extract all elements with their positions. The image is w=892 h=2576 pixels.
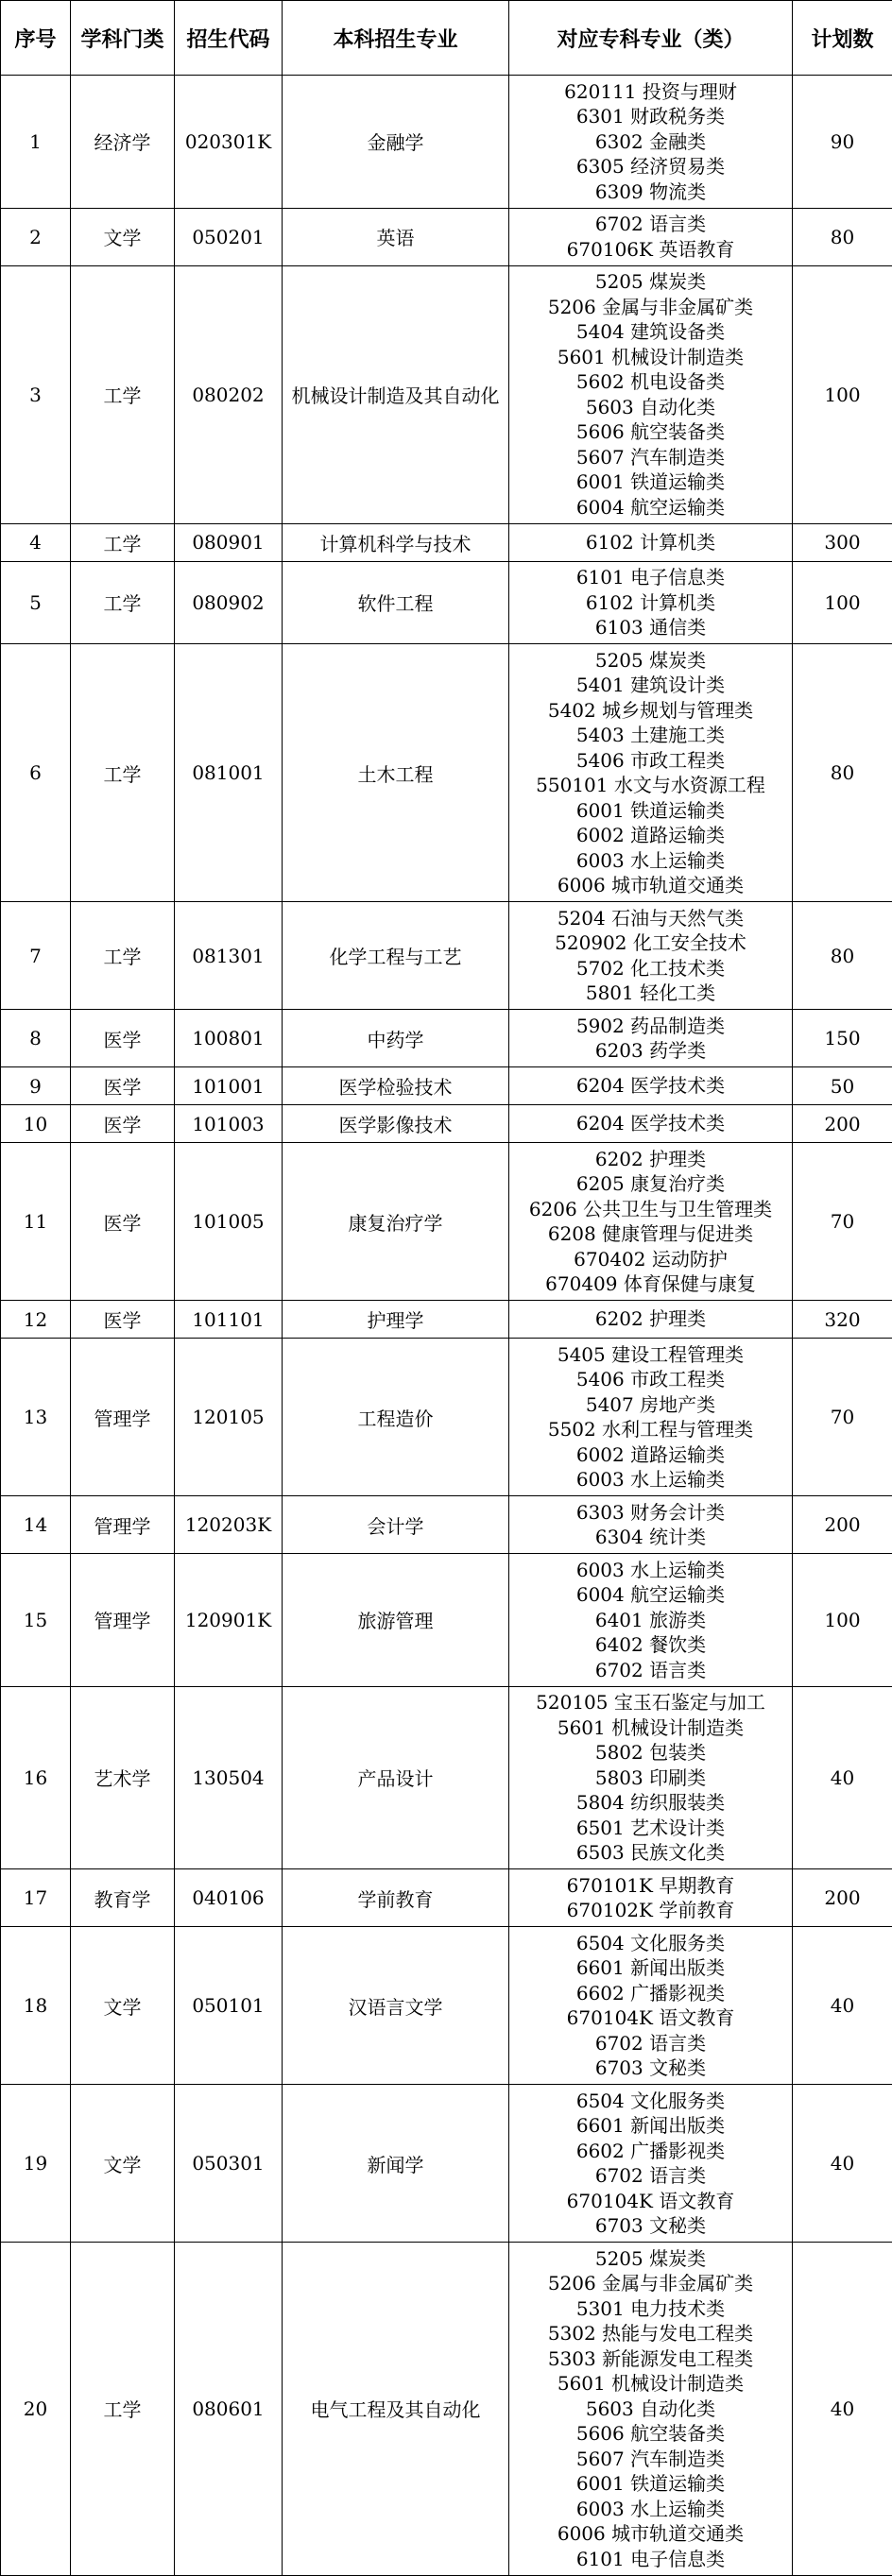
serial-number-cell: 9	[1, 1067, 71, 1105]
enrollment-code-cell: 050201	[175, 208, 283, 265]
corresponding-majors-cell	[509, 1927, 793, 2085]
table-row	[1, 1105, 892, 1143]
corresponding-majors-cell	[509, 76, 793, 209]
table-row	[1, 1339, 892, 1496]
discipline-category-cell: 管理学	[71, 1496, 175, 1554]
vocational-major-item: 5206 金属与非金属矿类	[509, 2271, 792, 2296]
serial-number-cell: 18	[1, 1927, 71, 2085]
undergraduate-major-cell: 医学影像技术	[283, 1105, 509, 1143]
serial-number-cell: 11	[1, 1143, 71, 1301]
vocational-major-item: 670101K 早期教育	[509, 1873, 792, 1899]
vocational-major-item: 6004 航空运输类	[509, 1582, 792, 1608]
undergraduate-major-cell: 金融学	[283, 76, 509, 209]
vocational-major-item: 6103 通信类	[509, 615, 792, 640]
vocational-major-item: 6001 铁道运输类	[509, 469, 792, 495]
vocational-major-item: 5606 航空装备类	[509, 419, 792, 445]
undergraduate-major-cell: 英语	[283, 208, 509, 265]
serial-number-cell: 6	[1, 644, 71, 902]
corresponding-majors-cell	[509, 1686, 793, 1869]
vocational-major-item: 5301 电力技术类	[509, 2296, 792, 2322]
undergraduate-major-cell: 汉语言文学	[283, 1927, 509, 2085]
vocational-major-item: 6004 航空运输类	[509, 495, 792, 520]
vocational-major-item: 5602 机电设备类	[509, 369, 792, 395]
discipline-category-cell: 医学	[71, 1010, 175, 1067]
discipline-category-cell: 工学	[71, 561, 175, 644]
vocational-major-item: 5405 建设工程管理类	[509, 1342, 792, 1368]
vocational-major-item: 5206 金属与非金属矿类	[509, 295, 792, 320]
plan-count-cell: 150	[793, 1010, 892, 1067]
header-undergraduate-major: 本科招生专业	[283, 1, 509, 76]
table-row	[1, 265, 892, 523]
vocational-major-item: 670104K 语文教育	[509, 2189, 792, 2214]
discipline-category-cell: 文学	[71, 208, 175, 265]
header-plan-count: 计划数	[793, 1, 892, 76]
serial-number-cell: 15	[1, 1554, 71, 1687]
corresponding-majors-cell	[509, 1143, 793, 1301]
serial-number-cell: 12	[1, 1301, 71, 1339]
plan-count-cell: 200	[793, 1869, 892, 1927]
vocational-major-item: 6202 护理类	[509, 1147, 792, 1172]
corresponding-majors-cell	[509, 1496, 793, 1554]
header-discipline-category: 学科门类	[71, 1, 175, 76]
enrollment-code-cell: 120203K	[175, 1496, 283, 1554]
undergraduate-major-cell: 会计学	[283, 1496, 509, 1554]
vocational-major-item: 6309 物流类	[509, 179, 792, 205]
vocational-major-item: 6102 计算机类	[509, 530, 792, 555]
table-row	[1, 2243, 892, 2576]
vocational-major-item: 6601 新闻出版类	[509, 1955, 792, 1981]
table-row	[1, 1010, 892, 1067]
vocational-major-item: 5404 建筑设备类	[509, 319, 792, 345]
vocational-major-item: 5403 土建施工类	[509, 723, 792, 748]
enrollment-code-cell: 101001	[175, 1067, 283, 1105]
undergraduate-major-cell: 医学检验技术	[283, 1067, 509, 1105]
plan-count-cell: 100	[793, 561, 892, 644]
vocational-major-item: 6702 语言类	[509, 2031, 792, 2056]
plan-count-cell: 100	[793, 265, 892, 523]
plan-count-cell: 100	[793, 1554, 892, 1687]
table-row	[1, 902, 892, 1010]
discipline-category-cell: 艺术学	[71, 1686, 175, 1869]
vocational-major-item: 520902 化工安全技术	[509, 930, 792, 956]
enrollment-code-cell: 120105	[175, 1339, 283, 1496]
vocational-major-item: 6303 财务会计类	[509, 1500, 792, 1526]
undergraduate-major-cell: 化学工程与工艺	[283, 902, 509, 1010]
vocational-major-item: 6003 水上运输类	[509, 2497, 792, 2522]
vocational-major-item: 6001 铁道运输类	[509, 2471, 792, 2497]
undergraduate-major-cell: 机械设计制造及其自动化	[283, 265, 509, 523]
header-corresponding-vocational-majors: 对应专科专业（类）	[509, 1, 793, 76]
corresponding-majors-cell	[509, 1010, 793, 1067]
table-body	[1, 76, 892, 2576]
vocational-major-item: 6402 餐饮类	[509, 1632, 792, 1658]
table-row	[1, 1554, 892, 1687]
plan-count-cell: 200	[793, 1105, 892, 1143]
plan-count-cell: 70	[793, 1143, 892, 1301]
enrollment-code-cell: 101101	[175, 1301, 283, 1339]
plan-count-cell: 40	[793, 1686, 892, 1869]
undergraduate-major-cell: 新闻学	[283, 2085, 509, 2243]
corresponding-majors-cell	[509, 208, 793, 265]
vocational-major-item: 5802 包装类	[509, 1740, 792, 1766]
table-row	[1, 76, 892, 209]
vocational-major-item: 6204 医学技术类	[509, 1111, 792, 1136]
discipline-category-cell: 工学	[71, 265, 175, 523]
corresponding-majors-cell	[509, 644, 793, 902]
plan-count-cell: 80	[793, 208, 892, 265]
vocational-major-item: 6401 旅游类	[509, 1608, 792, 1633]
vocational-major-item: 6205 康复治疗类	[509, 1171, 792, 1197]
serial-number-cell: 8	[1, 1010, 71, 1067]
vocational-major-item: 5804 纺织服装类	[509, 1790, 792, 1816]
discipline-category-cell: 工学	[71, 902, 175, 1010]
vocational-major-item: 6304 统计类	[509, 1525, 792, 1550]
undergraduate-major-cell: 中药学	[283, 1010, 509, 1067]
serial-number-cell: 10	[1, 1105, 71, 1143]
vocational-major-item: 6006 城市轨道交通类	[509, 873, 792, 898]
table-row	[1, 1301, 892, 1339]
vocational-major-item: 6302 金融类	[509, 129, 792, 155]
serial-number-cell: 14	[1, 1496, 71, 1554]
corresponding-majors-cell	[509, 523, 793, 561]
table-row	[1, 644, 892, 902]
vocational-major-item: 670102K 学前教育	[509, 1898, 792, 1923]
table-row	[1, 208, 892, 265]
discipline-category-cell: 工学	[71, 523, 175, 561]
enrollment-code-cell: 050101	[175, 1927, 283, 2085]
vocational-major-item: 5803 印刷类	[509, 1766, 792, 1791]
vocational-major-item: 5607 汽车制造类	[509, 2447, 792, 2472]
vocational-major-item: 670104K 语文教育	[509, 2005, 792, 2031]
vocational-major-item: 6003 水上运输类	[509, 1467, 792, 1493]
serial-number-cell: 4	[1, 523, 71, 561]
table-row	[1, 1869, 892, 1927]
vocational-major-item: 5606 航空装备类	[509, 2421, 792, 2447]
vocational-major-item: 5607 汽车制造类	[509, 445, 792, 470]
corresponding-majors-cell	[509, 1869, 793, 1927]
vocational-major-item: 5502 水利工程与管理类	[509, 1417, 792, 1442]
vocational-major-item: 5205 煤炭类	[509, 2246, 792, 2272]
serial-number-cell: 13	[1, 1339, 71, 1496]
plan-count-cell: 40	[793, 2243, 892, 2576]
vocational-major-item: 6601 新闻出版类	[509, 2113, 792, 2139]
enrollment-code-cell: 081001	[175, 644, 283, 902]
vocational-major-item: 5205 煤炭类	[509, 648, 792, 674]
enrollment-code-cell: 130504	[175, 1686, 283, 1869]
vocational-major-item: 6101 电子信息类	[509, 565, 792, 590]
vocational-major-item: 6003 水上运输类	[509, 848, 792, 874]
enrollment-code-cell: 120901K	[175, 1554, 283, 1687]
vocational-major-item: 5902 药品制造类	[509, 1014, 792, 1039]
vocational-major-item: 620111 投资与理财	[509, 79, 792, 105]
discipline-category-cell: 管理学	[71, 1339, 175, 1496]
undergraduate-major-cell: 计算机科学与技术	[283, 523, 509, 561]
plan-count-cell: 50	[793, 1067, 892, 1105]
corresponding-majors-cell	[509, 1301, 793, 1339]
vocational-major-item: 6006 城市轨道交通类	[509, 2521, 792, 2547]
vocational-major-item: 520105 宝玉石鉴定与加工	[509, 1690, 792, 1715]
serial-number-cell: 17	[1, 1869, 71, 1927]
serial-number-cell: 3	[1, 265, 71, 523]
plan-count-cell: 200	[793, 1496, 892, 1554]
table-header	[1, 1, 892, 76]
discipline-category-cell: 医学	[71, 1301, 175, 1339]
undergraduate-major-cell: 软件工程	[283, 561, 509, 644]
undergraduate-major-cell: 工程造价	[283, 1339, 509, 1496]
vocational-major-item: 6003 水上运输类	[509, 1558, 792, 1583]
enrollment-code-cell: 040106	[175, 1869, 283, 1927]
vocational-major-item: 6504 文化服务类	[509, 1931, 792, 1956]
vocational-major-item: 6305 经济贸易类	[509, 154, 792, 179]
vocational-major-item: 5303 新能源发电工程类	[509, 2346, 792, 2372]
discipline-category-cell: 工学	[71, 644, 175, 902]
enrollment-code-cell: 081301	[175, 902, 283, 1010]
undergraduate-major-cell: 康复治疗学	[283, 1143, 509, 1301]
vocational-major-item: 6702 语言类	[509, 212, 792, 237]
serial-number-cell: 19	[1, 2085, 71, 2243]
plan-count-cell: 80	[793, 902, 892, 1010]
vocational-major-item: 5401 建筑设计类	[509, 673, 792, 698]
plan-count-cell: 40	[793, 2085, 892, 2243]
undergraduate-major-cell: 电气工程及其自动化	[283, 2243, 509, 2576]
table-row	[1, 1143, 892, 1301]
discipline-category-cell: 医学	[71, 1105, 175, 1143]
vocational-major-item: 5406 市政工程类	[509, 748, 792, 774]
vocational-major-item: 6504 文化服务类	[509, 2089, 792, 2114]
plan-count-cell: 320	[793, 1301, 892, 1339]
undergraduate-major-cell: 护理学	[283, 1301, 509, 1339]
plan-count-cell: 40	[793, 1927, 892, 2085]
enrollment-code-cell: 101005	[175, 1143, 283, 1301]
vocational-major-item: 6002 道路运输类	[509, 823, 792, 848]
vocational-major-item: 6204 医学技术类	[509, 1073, 792, 1099]
vocational-major-item: 6301 财政税务类	[509, 104, 792, 129]
header-row	[1, 1, 892, 76]
serial-number-cell: 1	[1, 76, 71, 209]
serial-number-cell: 7	[1, 902, 71, 1010]
vocational-major-item: 6602 广播影视类	[509, 1981, 792, 2006]
vocational-major-item: 670402 运动防护	[509, 1247, 792, 1272]
plan-count-cell: 70	[793, 1339, 892, 1496]
vocational-major-item: 6703 文秘类	[509, 2213, 792, 2239]
serial-number-cell: 16	[1, 1686, 71, 1869]
corresponding-majors-cell	[509, 1554, 793, 1687]
plan-count-cell: 300	[793, 523, 892, 561]
vocational-major-item: 6503 民族文化类	[509, 1840, 792, 1866]
table-row	[1, 561, 892, 644]
table-row	[1, 1496, 892, 1554]
vocational-major-item: 5601 机械设计制造类	[509, 2371, 792, 2397]
corresponding-majors-cell	[509, 1067, 793, 1105]
vocational-major-item: 5603 自动化类	[509, 2397, 792, 2422]
corresponding-majors-cell	[509, 2085, 793, 2243]
vocational-major-item: 5407 房地产类	[509, 1392, 792, 1418]
corresponding-majors-cell	[509, 265, 793, 523]
vocational-major-item: 5601 机械设计制造类	[509, 345, 792, 370]
vocational-major-item: 550101 水文与水资源工程	[509, 773, 792, 798]
serial-number-cell: 5	[1, 561, 71, 644]
corresponding-majors-cell	[509, 902, 793, 1010]
vocational-major-item: 6702 语言类	[509, 2163, 792, 2189]
vocational-major-item: 6206 公共卫生与卫生管理类	[509, 1197, 792, 1222]
enrollment-code-cell: 080902	[175, 561, 283, 644]
discipline-category-cell: 文学	[71, 1927, 175, 2085]
undergraduate-major-cell: 旅游管理	[283, 1554, 509, 1687]
undergraduate-major-cell: 土木工程	[283, 644, 509, 902]
enrollment-code-cell: 080601	[175, 2243, 283, 2576]
enrollment-code-cell: 050301	[175, 2085, 283, 2243]
discipline-category-cell: 教育学	[71, 1869, 175, 1927]
table-row	[1, 1927, 892, 2085]
enrollment-code-cell: 080202	[175, 265, 283, 523]
corresponding-majors-cell	[509, 1339, 793, 1496]
vocational-major-item: 670106K 英语教育	[509, 237, 792, 263]
table-row	[1, 2085, 892, 2243]
vocational-major-item: 6202 护理类	[509, 1306, 792, 1332]
vocational-major-item: 5205 煤炭类	[509, 269, 792, 295]
vocational-major-item: 6001 铁道运输类	[509, 798, 792, 824]
vocational-major-item: 6703 文秘类	[509, 2056, 792, 2081]
vocational-major-item: 6101 电子信息类	[509, 2547, 792, 2572]
vocational-major-item: 6702 语言类	[509, 1658, 792, 1683]
plan-count-cell: 80	[793, 644, 892, 902]
serial-number-cell: 20	[1, 2243, 71, 2576]
vocational-major-item: 670409 体育保健与康复	[509, 1271, 792, 1297]
table-row	[1, 1686, 892, 1869]
corresponding-majors-cell	[509, 2243, 793, 2576]
vocational-major-item: 6203 药学类	[509, 1038, 792, 1064]
vocational-major-item: 6102 计算机类	[509, 590, 792, 616]
discipline-category-cell: 工学	[71, 2243, 175, 2576]
table-row	[1, 1067, 892, 1105]
corresponding-majors-cell	[509, 561, 793, 644]
discipline-category-cell: 文学	[71, 2085, 175, 2243]
vocational-major-item: 5402 城乡规划与管理类	[509, 698, 792, 724]
undergraduate-major-cell: 产品设计	[283, 1686, 509, 1869]
vocational-major-item: 5406 市政工程类	[509, 1367, 792, 1392]
undergraduate-major-cell: 学前教育	[283, 1869, 509, 1927]
enrollment-code-cell: 101003	[175, 1105, 283, 1143]
enrollment-code-cell: 100801	[175, 1010, 283, 1067]
enrollment-code-cell: 020301K	[175, 76, 283, 209]
vocational-major-item: 6208 健康管理与促进类	[509, 1221, 792, 1247]
header-enrollment-code: 招生代码	[175, 1, 283, 76]
discipline-category-cell: 医学	[71, 1067, 175, 1105]
vocational-major-item: 6002 道路运输类	[509, 1442, 792, 1468]
serial-number-cell: 2	[1, 208, 71, 265]
vocational-major-item: 5204 石油与天然气类	[509, 906, 792, 931]
vocational-major-item: 5603 自动化类	[509, 395, 792, 420]
discipline-category-cell: 医学	[71, 1143, 175, 1301]
plan-count-cell: 90	[793, 76, 892, 209]
corresponding-majors-cell	[509, 1105, 793, 1143]
vocational-major-item: 5801 轻化工类	[509, 981, 792, 1006]
vocational-major-item: 5302 热能与发电工程类	[509, 2321, 792, 2346]
vocational-major-item: 6602 广播影视类	[509, 2139, 792, 2164]
enrollment-code-cell: 080901	[175, 523, 283, 561]
discipline-category-cell: 经济学	[71, 76, 175, 209]
table-row	[1, 523, 892, 561]
vocational-major-item: 5601 机械设计制造类	[509, 1715, 792, 1741]
vocational-major-item: 5702 化工技术类	[509, 956, 792, 981]
vocational-major-item: 6501 艺术设计类	[509, 1816, 792, 1841]
header-serial-number: 序号	[1, 1, 71, 76]
discipline-category-cell: 管理学	[71, 1554, 175, 1687]
